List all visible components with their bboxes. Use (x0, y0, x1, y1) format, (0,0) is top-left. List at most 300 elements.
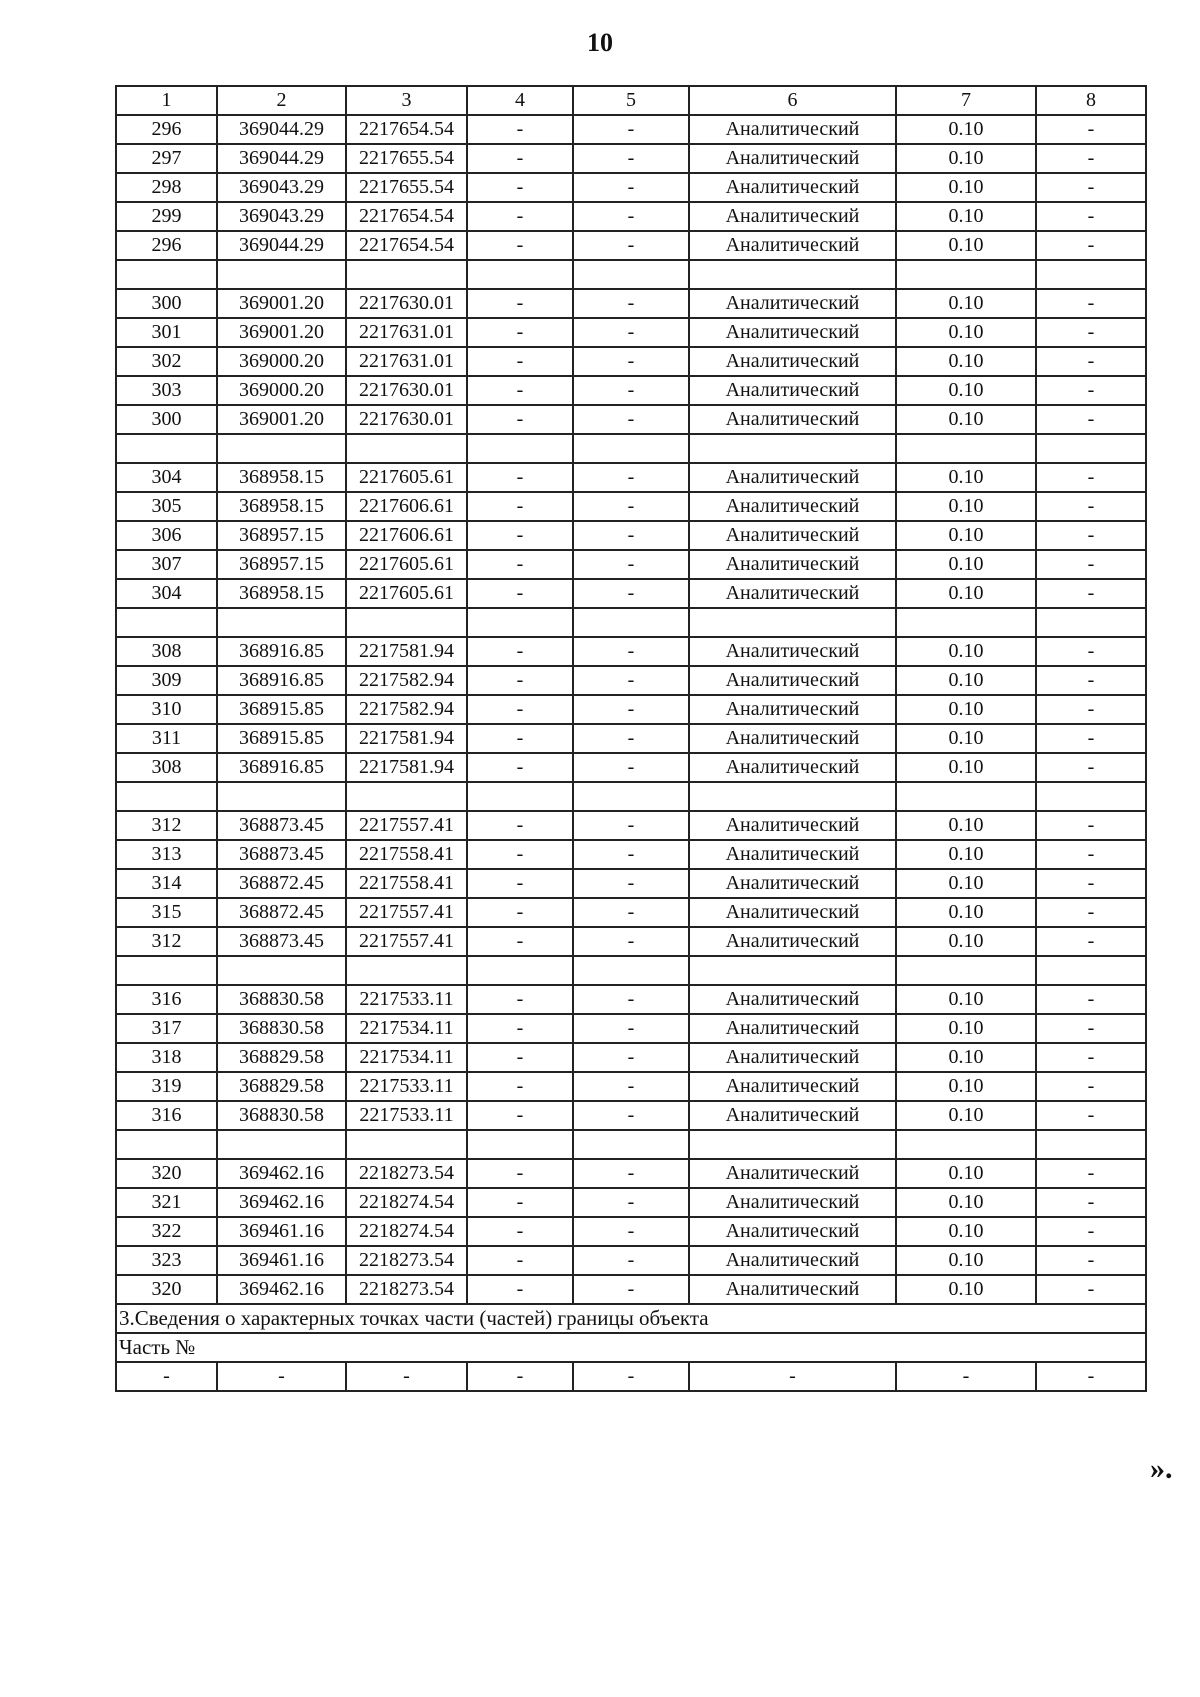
table-cell: 0.10 (896, 550, 1036, 579)
table-cell (896, 1130, 1036, 1159)
table-cell: - (1036, 1362, 1146, 1391)
table-cell: 2217630.01 (346, 289, 467, 318)
table-cell: - (467, 666, 573, 695)
table-cell: Аналитический (689, 405, 896, 434)
table-cell: 320 (116, 1159, 217, 1188)
table-cell: 2217654.54 (346, 202, 467, 231)
table-row (116, 521, 1146, 550)
table-cell: - (467, 753, 573, 782)
table-cell: 0.10 (896, 1246, 1036, 1275)
table-cell: - (1036, 405, 1146, 434)
table-cell: 368873.45 (217, 811, 346, 840)
table-cell: - (467, 869, 573, 898)
table-cell: - (573, 376, 689, 405)
table-row (116, 608, 1146, 637)
table-row (116, 1014, 1146, 1043)
table-cell (217, 1130, 346, 1159)
table-cell: - (467, 492, 573, 521)
part-label: Часть № (116, 1333, 1146, 1362)
table-cell: 369043.29 (217, 202, 346, 231)
table-cell: - (573, 463, 689, 492)
table-cell: 304 (116, 463, 217, 492)
table-cell: 368915.85 (217, 695, 346, 724)
table-cell: - (467, 1275, 573, 1304)
table-cell: Аналитический (689, 1188, 896, 1217)
table-row (116, 695, 1146, 724)
table-cell: 0.10 (896, 289, 1036, 318)
table-row (116, 724, 1146, 753)
table-cell: - (1036, 724, 1146, 753)
table-cell: 2217655.54 (346, 173, 467, 202)
table-cell: 368916.85 (217, 666, 346, 695)
table-cell: 0.10 (896, 1014, 1036, 1043)
table-cell: - (1036, 898, 1146, 927)
table-cell (573, 260, 689, 289)
table-cell: 368873.45 (217, 840, 346, 869)
table-cell: 300 (116, 289, 217, 318)
table-cell: 369462.16 (217, 1275, 346, 1304)
table-cell: 369000.20 (217, 347, 346, 376)
table-cell: 305 (116, 492, 217, 521)
table-cell (346, 260, 467, 289)
table-row (116, 869, 1146, 898)
table-cell: - (1036, 1101, 1146, 1130)
table-cell (116, 260, 217, 289)
table-cell: - (1036, 1188, 1146, 1217)
table-cell: Аналитический (689, 898, 896, 927)
table-cell: 2218274.54 (346, 1217, 467, 1246)
table-cell: - (467, 202, 573, 231)
table-cell: 369000.20 (217, 376, 346, 405)
table-cell: Аналитический (689, 666, 896, 695)
table-cell: - (573, 289, 689, 318)
table-cell: - (1036, 1014, 1146, 1043)
table-cell: 0.10 (896, 695, 1036, 724)
table-row (116, 289, 1146, 318)
table-row (116, 173, 1146, 202)
table-cell: 368872.45 (217, 898, 346, 927)
table-cell: - (573, 898, 689, 927)
table-cell: 6 (689, 86, 896, 115)
table-cell: 368830.58 (217, 1014, 346, 1043)
table-cell: Аналитический (689, 202, 896, 231)
table-cell: 302 (116, 347, 217, 376)
table-cell: - (573, 1072, 689, 1101)
table-cell: Аналитический (689, 173, 896, 202)
table-row (116, 753, 1146, 782)
table-cell (467, 782, 573, 811)
table-cell: 369043.29 (217, 173, 346, 202)
table-cell: 0.10 (896, 1188, 1036, 1217)
table-cell: 2217534.11 (346, 1043, 467, 1072)
table-cell: - (467, 1188, 573, 1217)
table-cell: - (467, 898, 573, 927)
table-cell: 0.10 (896, 811, 1036, 840)
table-cell: 321 (116, 1188, 217, 1217)
table-cell: - (467, 1101, 573, 1130)
table-cell: 296 (116, 231, 217, 260)
table-cell: - (467, 1159, 573, 1188)
table-cell: 297 (116, 144, 217, 173)
table-row (116, 985, 1146, 1014)
table-cell (896, 434, 1036, 463)
table-cell: 0.10 (896, 318, 1036, 347)
table-row (116, 1217, 1146, 1246)
table-cell: Аналитический (689, 144, 896, 173)
table-cell: - (1036, 811, 1146, 840)
table-cell: 319 (116, 1072, 217, 1101)
table-cell: 315 (116, 898, 217, 927)
table-cell: Аналитический (689, 753, 896, 782)
table-cell: 2218273.54 (346, 1159, 467, 1188)
table-cell (217, 608, 346, 637)
table-cell: 2217533.11 (346, 1072, 467, 1101)
table-cell: 2217557.41 (346, 898, 467, 927)
table-cell (116, 608, 217, 637)
table-cell: - (467, 1014, 573, 1043)
table-cell: Аналитический (689, 1275, 896, 1304)
table-cell: 308 (116, 637, 217, 666)
table-cell: - (467, 637, 573, 666)
table-cell: 369462.16 (217, 1159, 346, 1188)
table-cell: 5 (573, 86, 689, 115)
table-cell: - (1036, 869, 1146, 898)
table-cell (217, 260, 346, 289)
table-cell: - (1036, 927, 1146, 956)
table-cell (896, 956, 1036, 985)
table-cell: 368830.58 (217, 1101, 346, 1130)
table-cell (573, 956, 689, 985)
table-cell: 303 (116, 376, 217, 405)
table-cell: 320 (116, 1275, 217, 1304)
table-cell: 2218273.54 (346, 1275, 467, 1304)
table-cell: 306 (116, 521, 217, 550)
table-cell: 318 (116, 1043, 217, 1072)
table-cell: Аналитический (689, 463, 896, 492)
table-row (116, 1130, 1146, 1159)
table-cell: 2217557.41 (346, 811, 467, 840)
table-cell: 369044.29 (217, 231, 346, 260)
table-cell: - (467, 376, 573, 405)
table-cell: - (573, 1217, 689, 1246)
table-cell: 368873.45 (217, 927, 346, 956)
table-cell: 0.10 (896, 927, 1036, 956)
table-cell: 0.10 (896, 521, 1036, 550)
table-cell: - (896, 1362, 1036, 1391)
table-cell: 300 (116, 405, 217, 434)
table-cell: - (116, 1362, 217, 1391)
table-row (116, 1072, 1146, 1101)
table-cell: Аналитический (689, 985, 896, 1014)
table-cell (689, 608, 896, 637)
table-cell: Аналитический (689, 927, 896, 956)
table-cell: - (1036, 1217, 1146, 1246)
table-cell: 314 (116, 869, 217, 898)
table-cell: 310 (116, 695, 217, 724)
table-cell: - (467, 231, 573, 260)
table-row (116, 376, 1146, 405)
table-cell: Аналитический (689, 579, 896, 608)
table-cell (116, 1130, 217, 1159)
table-cell (1036, 260, 1146, 289)
table-cell (467, 434, 573, 463)
table-cell: 0.10 (896, 115, 1036, 144)
table-cell: 368829.58 (217, 1043, 346, 1072)
table-cell: 4 (467, 86, 573, 115)
table-row (116, 260, 1146, 289)
table-cell: - (1036, 579, 1146, 608)
table-cell: 368957.15 (217, 521, 346, 550)
table-row (116, 1043, 1146, 1072)
table-cell: 2217534.11 (346, 1014, 467, 1043)
table-cell: - (1036, 202, 1146, 231)
table-row (116, 115, 1146, 144)
table-cell: - (1036, 231, 1146, 260)
table-cell: 0.10 (896, 231, 1036, 260)
table-row (116, 492, 1146, 521)
table-row (116, 927, 1146, 956)
table-row (116, 405, 1146, 434)
table-cell: 2217533.11 (346, 1101, 467, 1130)
table-cell: 307 (116, 550, 217, 579)
table-cell: 0.10 (896, 1072, 1036, 1101)
table-cell: - (573, 1159, 689, 1188)
table-cell: Аналитический (689, 724, 896, 753)
table-cell: - (1036, 492, 1146, 521)
table-row (116, 637, 1146, 666)
part-label-row (116, 1333, 1146, 1362)
table-cell: - (346, 1362, 467, 1391)
table-cell (346, 608, 467, 637)
table-cell: - (573, 1101, 689, 1130)
table-cell: - (1036, 637, 1146, 666)
table-cell: Аналитический (689, 347, 896, 376)
table-cell (573, 782, 689, 811)
table-cell: - (1036, 115, 1146, 144)
table-cell: 2 (217, 86, 346, 115)
table-cell: - (1036, 1246, 1146, 1275)
table-cell: - (573, 492, 689, 521)
table-cell: 369001.20 (217, 289, 346, 318)
table-cell (346, 782, 467, 811)
table-cell: Аналитический (689, 115, 896, 144)
table-cell: Аналитический (689, 1246, 896, 1275)
table-cell: 0.10 (896, 1043, 1036, 1072)
table-row (116, 782, 1146, 811)
table-cell (896, 782, 1036, 811)
table-cell: Аналитический (689, 811, 896, 840)
table-row (116, 1101, 1146, 1130)
table-cell: - (573, 318, 689, 347)
table-row (116, 898, 1146, 927)
table-cell: Аналитический (689, 869, 896, 898)
table-cell: 368872.45 (217, 869, 346, 898)
table-cell: - (467, 115, 573, 144)
table-cell (346, 956, 467, 985)
table-cell: 0.10 (896, 869, 1036, 898)
table-cell: 2217631.01 (346, 347, 467, 376)
table-cell: - (573, 666, 689, 695)
table-cell: Аналитический (689, 521, 896, 550)
table-cell (116, 434, 217, 463)
table-cell (467, 956, 573, 985)
table-row (116, 956, 1146, 985)
table-cell: 368958.15 (217, 579, 346, 608)
table-body (116, 86, 1146, 1391)
table-cell: 304 (116, 579, 217, 608)
table-cell (467, 260, 573, 289)
table-cell: - (1036, 550, 1146, 579)
table-cell: 2217581.94 (346, 637, 467, 666)
table-cell: 0.10 (896, 405, 1036, 434)
table-cell (217, 956, 346, 985)
table-cell: Аналитический (689, 840, 896, 869)
table-cell: 0.10 (896, 347, 1036, 376)
table-cell: - (467, 1217, 573, 1246)
table-cell: - (467, 1043, 573, 1072)
table-cell: 316 (116, 1101, 217, 1130)
table-cell: Аналитический (689, 1217, 896, 1246)
table-cell: - (1036, 1072, 1146, 1101)
table-cell: - (573, 231, 689, 260)
table-row (116, 318, 1146, 347)
table-cell: 369461.16 (217, 1246, 346, 1275)
table-cell: - (217, 1362, 346, 1391)
table-cell: - (573, 637, 689, 666)
table-cell: 2217605.61 (346, 463, 467, 492)
table-cell: 369462.16 (217, 1188, 346, 1217)
table-cell: - (1036, 318, 1146, 347)
table-cell: 0.10 (896, 724, 1036, 753)
table-cell: - (573, 144, 689, 173)
table-cell: - (467, 724, 573, 753)
table-cell: 8 (1036, 86, 1146, 115)
table-cell: 368830.58 (217, 985, 346, 1014)
table-cell: Аналитический (689, 289, 896, 318)
table-row (116, 666, 1146, 695)
table-cell: - (573, 405, 689, 434)
table-cell: Аналитический (689, 231, 896, 260)
table-cell: - (467, 144, 573, 173)
table-cell: - (467, 550, 573, 579)
table-cell: - (467, 1072, 573, 1101)
table-cell: - (573, 347, 689, 376)
table-row (116, 144, 1146, 173)
table-cell: - (467, 318, 573, 347)
table-cell: - (1036, 840, 1146, 869)
closing-quote-mark: ». (1150, 1452, 1173, 1485)
table-cell (467, 1130, 573, 1159)
table-cell: - (1036, 1043, 1146, 1072)
table-cell: Аналитический (689, 492, 896, 521)
table-cell: 2217605.61 (346, 579, 467, 608)
table-cell: 312 (116, 811, 217, 840)
table-cell: - (573, 1188, 689, 1217)
table-cell: 369461.16 (217, 1217, 346, 1246)
table-cell: - (573, 724, 689, 753)
table-cell: 0.10 (896, 202, 1036, 231)
table-cell: Аналитический (689, 695, 896, 724)
table-cell: 0.10 (896, 985, 1036, 1014)
page-number: 10 (587, 28, 613, 57)
table-cell: 0.10 (896, 1217, 1036, 1246)
table-cell (896, 260, 1036, 289)
table-cell (689, 260, 896, 289)
table-cell: - (1036, 347, 1146, 376)
table-cell: 2217655.54 (346, 144, 467, 173)
table-cell: - (467, 405, 573, 434)
table-cell: 317 (116, 1014, 217, 1043)
table-cell: 0.10 (896, 144, 1036, 173)
table-cell: - (573, 521, 689, 550)
table-cell: 2217605.61 (346, 550, 467, 579)
table-row (116, 1246, 1146, 1275)
table-row (116, 840, 1146, 869)
table-row (116, 1362, 1146, 1391)
table-cell: Аналитический (689, 1014, 896, 1043)
table-cell (1036, 782, 1146, 811)
table-cell: 0.10 (896, 1275, 1036, 1304)
table-cell: 368916.85 (217, 637, 346, 666)
table-cell: 322 (116, 1217, 217, 1246)
table-cell: 0.10 (896, 1101, 1036, 1130)
section-title-row (116, 1304, 1146, 1333)
table-row (116, 550, 1146, 579)
table-cell: - (573, 1362, 689, 1391)
table-cell: 0.10 (896, 898, 1036, 927)
table-cell (116, 956, 217, 985)
table-cell: 0.10 (896, 463, 1036, 492)
table-cell: Аналитический (689, 637, 896, 666)
table-cell: 2217631.01 (346, 318, 467, 347)
table-cell: 2217558.41 (346, 840, 467, 869)
table-cell: - (573, 550, 689, 579)
table-cell: 2217581.94 (346, 724, 467, 753)
table-cell: - (1036, 1275, 1146, 1304)
table-cell: 7 (896, 86, 1036, 115)
table-cell: Аналитический (689, 376, 896, 405)
table-cell: 308 (116, 753, 217, 782)
table-row (116, 347, 1146, 376)
table-cell: - (573, 840, 689, 869)
table-cell: 2217654.54 (346, 115, 467, 144)
table-cell (689, 782, 896, 811)
table-row (116, 1275, 1146, 1304)
table-cell: Аналитический (689, 318, 896, 347)
table-cell: - (573, 202, 689, 231)
table-cell: - (573, 1246, 689, 1275)
table-cell: 298 (116, 173, 217, 202)
table-cell: 0.10 (896, 579, 1036, 608)
table-cell (896, 608, 1036, 637)
table-cell: 369044.29 (217, 115, 346, 144)
table-cell: Аналитический (689, 1043, 896, 1072)
table-cell: - (1036, 521, 1146, 550)
table-cell (573, 1130, 689, 1159)
table-cell: 0.10 (896, 1159, 1036, 1188)
table-cell: - (467, 579, 573, 608)
table-cell: 0.10 (896, 840, 1036, 869)
table-cell: 2217581.94 (346, 753, 467, 782)
table-row (116, 1188, 1146, 1217)
table-cell: 369001.20 (217, 405, 346, 434)
table-cell: - (573, 115, 689, 144)
table-cell: - (467, 927, 573, 956)
table-cell: 2218273.54 (346, 1246, 467, 1275)
table-cell: - (1036, 463, 1146, 492)
table-cell: 296 (116, 115, 217, 144)
table-cell: 301 (116, 318, 217, 347)
